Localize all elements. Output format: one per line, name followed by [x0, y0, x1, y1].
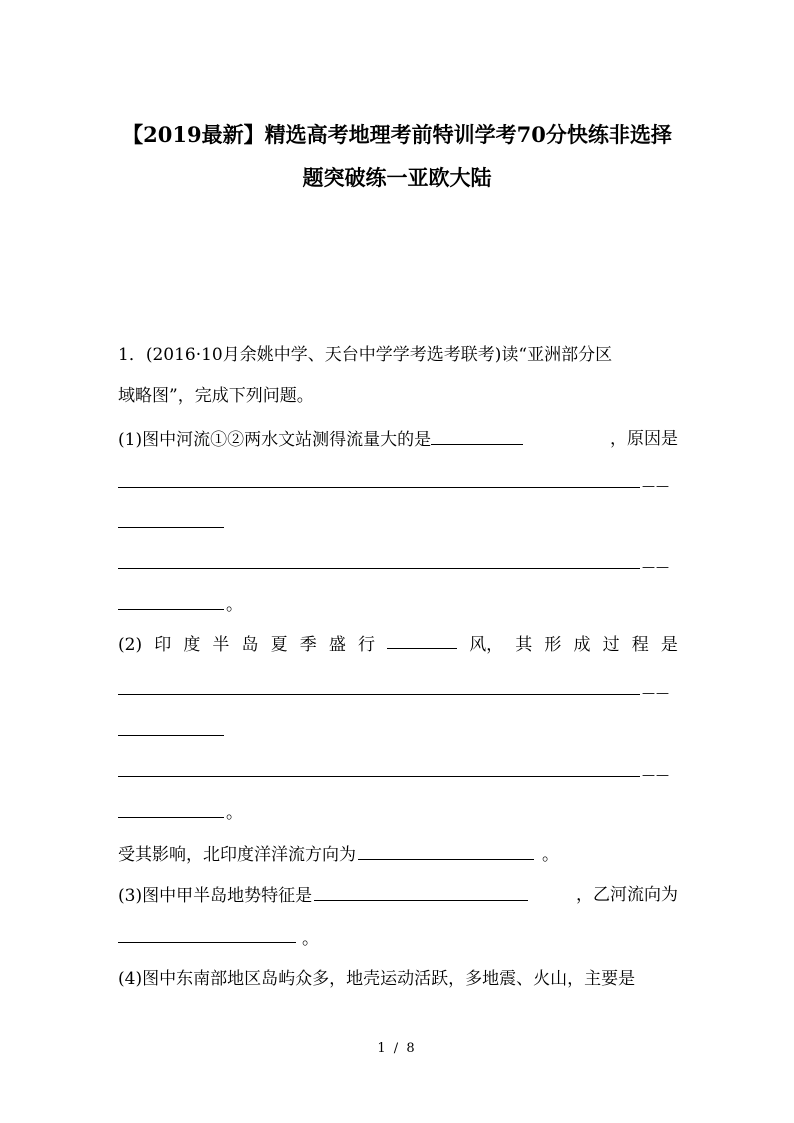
- answer-line-tail: ——: [642, 479, 670, 494]
- sub-question-1: [118, 428, 678, 451]
- period-mark: 。: [226, 595, 243, 615]
- q2-char: 过: [602, 635, 620, 655]
- sub-question-4: (4)图中东南部地区岛屿众多，地壳运动活跃，多地震、火山，主要是: [118, 969, 636, 989]
- answer-blank-1a[interactable]: [431, 428, 523, 445]
- answer-line-tail: ——: [642, 686, 670, 701]
- answer-line-tail: ——: [642, 560, 670, 575]
- period-mark: 。: [302, 929, 319, 949]
- sub-question-1-tail: ，原因是: [610, 429, 678, 449]
- answer-blank-3a[interactable]: [314, 884, 528, 901]
- q2-char: 半: [212, 635, 230, 655]
- q2-char: 行: [357, 635, 375, 655]
- period-mark: 。: [542, 845, 559, 865]
- doc-title-line-2: 题突破练一亚欧大陆: [302, 165, 492, 190]
- sub-question-2-followup: [118, 843, 559, 866]
- q2-char: (2): [118, 635, 143, 655]
- q2-char: 岛: [241, 635, 259, 655]
- q2-char: 成: [573, 635, 591, 655]
- q2-char: 是: [660, 635, 678, 655]
- q2-char: 盛: [328, 635, 346, 655]
- answer-line-tail: ——: [642, 768, 670, 783]
- answer-line-short[interactable]: [118, 817, 224, 818]
- answer-line-short[interactable]: [118, 735, 224, 736]
- answer-line-short[interactable]: [118, 527, 224, 528]
- doc-title-line-1: 【2019最新】精选高考地理考前特训学考70分快练非选择: [122, 122, 672, 147]
- sub-question-3-tail: ，乙河流向为: [576, 885, 678, 905]
- question-intro-line-2: 域略图”，完成下列问题。: [118, 386, 314, 406]
- answer-line[interactable]: [118, 568, 640, 569]
- q2-char: 印: [154, 635, 172, 655]
- sub-question-2-followup-text: 受其影响，北印度洋洋流方向为: [118, 845, 356, 865]
- q2-char: 风，: [469, 635, 504, 655]
- answer-line[interactable]: [118, 694, 640, 695]
- answer-blank-2b[interactable]: [358, 843, 534, 860]
- sub-question-3-text: (3)图中甲半岛地势特征是: [118, 886, 313, 906]
- q2-char: 形: [544, 635, 562, 655]
- q2-char: 其: [515, 635, 533, 655]
- question-intro-line-1: 1．(2016·10月余姚中学、天台中学学考选考联考)读“亚洲部分区: [118, 345, 613, 365]
- answer-line[interactable]: [118, 776, 640, 777]
- answer-line-3b[interactable]: [118, 942, 296, 943]
- sub-question-2: [118, 634, 678, 656]
- sub-question-1-text: (1)图中河流①②两水文站测得流量大的是: [118, 430, 432, 450]
- q2-char: 度: [183, 635, 201, 655]
- sub-question-3: [118, 884, 678, 907]
- answer-line-short[interactable]: [118, 609, 224, 610]
- q2-char: 程: [631, 635, 649, 655]
- answer-blank-2a[interactable]: [387, 634, 457, 649]
- q2-char: 夏: [270, 635, 288, 655]
- q2-char: 季: [299, 635, 317, 655]
- page-number: 1 / 8: [377, 1041, 417, 1056]
- period-mark: 。: [226, 803, 243, 823]
- answer-line[interactable]: [118, 487, 640, 488]
